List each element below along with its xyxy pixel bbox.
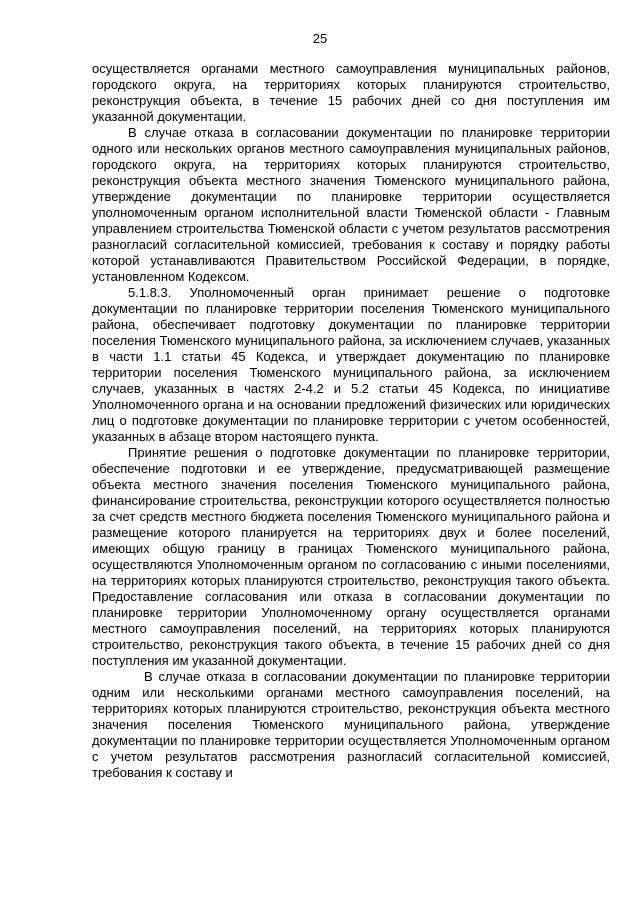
paragraph-5: В случае отказа в согласовании документации по планировке территории одним или несколькими органами местного самоуправления поселений, на территориях которых планируются строительство, реконструкция объекта местного значения поселения Тюменского муниципального района, утверждение документации по планировке территории осуществляется Уполномоченным органом с учетом результатов рассмотрения разногласий согласительной комиссией, требования к составу и — [92, 669, 610, 780]
paragraph-4: Принятие решения о подготовке документации по планировке территории, обеспечение подготовки и ее утверждение, предусматривающей размещение объекта местного значения поселения Тюменского муниципального района, финансирование строительства, реконструкции которого осуществляется полностью за счет средств местного бюджета поселения Тюменского муниципального района и размещение которого планируется на территориях двух и более поселений, имеющих общую границу в границах Тюменского муниципального района, осуществляются Уполномоченным органом по согласованию с иными поселениями, на территориях которых планируются строительство, реконструкция такого объекта. Предоставление согласования или отказа в согласовании документации по планировке территории Уполномоченному органу осуществляется органами местного самоуправления поселений, на территориях которых планируются строительство, реконструкция такого объекта, в течение 15 рабочих дней со дня поступления им указанной документации. — [92, 445, 610, 668]
paragraph-1: осуществляется органами местного самоуправления муниципальных районов, городского округа, на территориях которых планируются строительство, реконструкция объекта, в течение 15 рабочих дней со дня поступления им указанной документации. — [92, 61, 610, 124]
paragraph-3: 5.1.8.3. Уполномоченный орган принимает решение о подготовке документации по планировке территории поселения Тюменского муниципального района, обеспечивает подготовку документации по планировке территории поселения Тюменского муниципального района, за исключением случаев, указанных в части 1.1 статьи 45 Кодекса, и утверждает документацию по планировке территории поселения Тюменского муниципального района, за исключением случаев, указанных в частях 2-4.2 и 5.2 статьи 45 Кодекса, по инициативе Уполномоченного органа и на основании предложений физических или юридических лиц о подготовке документации по планировке территории с учетом особенностей, указанных в абзаце втором настоящего пункта. — [92, 285, 610, 444]
document-body — [92, 61, 610, 781]
paragraph-2: В случае отказа в согласовании документации по планировке территории одного или нескольких органов местного самоуправления муниципальных районов, городского округа, на территориях которых планируются строительство, реконструкция объекта местного значения Тюменского муниципального района, утверждение документации по планировке территории осуществляется уполномоченным органом исполнительной власти Тюменской области - Главным управлением строительства Тюменской области с учетом результатов рассмотрения разногласий согласительной комиссией, требования к составу и порядку работы которой устанавливаются Правительством Российской Федерации, в порядке, установленном Кодексом. — [92, 125, 610, 284]
page-number: 25 — [312, 31, 328, 46]
